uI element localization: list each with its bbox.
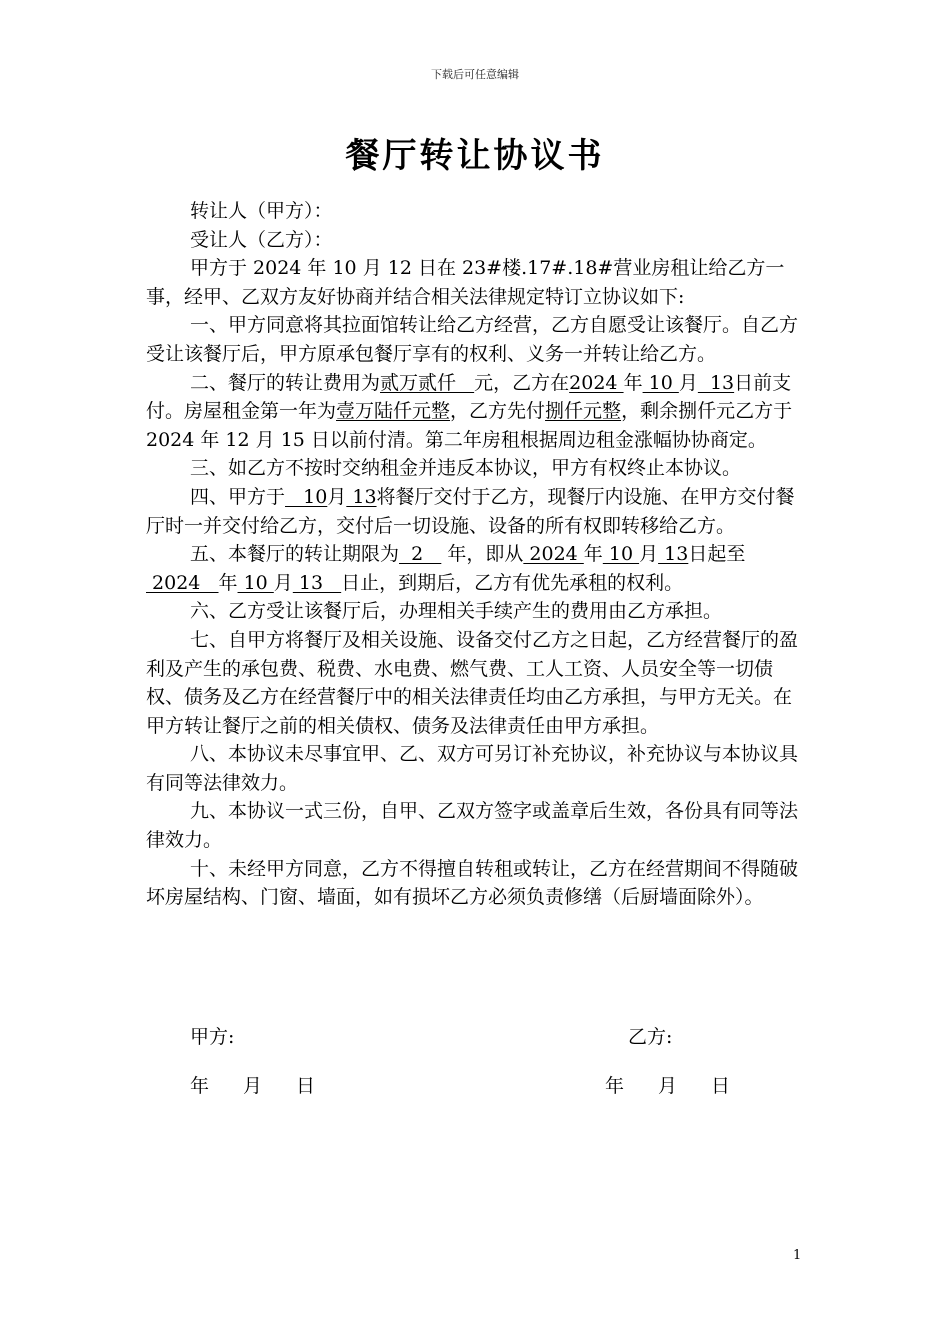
page-number: 1	[793, 1248, 802, 1263]
start-day: 13	[658, 543, 689, 566]
first-year-rent: 壹万陆仟元整	[336, 400, 451, 423]
page-header: 下载后可任意编辑	[431, 68, 519, 81]
party-a-year: 年	[190, 1075, 210, 1097]
agreement-body	[146, 197, 806, 912]
start-month: 10	[602, 543, 640, 566]
term-years: 2	[399, 543, 442, 566]
prepaid-amount: 捌仟元整	[545, 400, 622, 423]
party-b-day: 日	[711, 1075, 731, 1097]
clause-1: 一、甲方同意将其拉面馆转让给乙方经营，乙方自愿受让该餐厅。自乙方受让该餐厅后，甲方原承包餐厅享有的权利、义务一并转让给乙方。	[146, 314, 799, 365]
party-a-signature: 甲方:	[190, 1026, 235, 1048]
transfer-fee: 贰万贰仟	[380, 371, 475, 394]
transferee-line: 受让人（乙方）：	[190, 228, 333, 251]
clause-3: 三、如乙方不按时交纳租金并违反本协议，甲方有权终止本协议。	[190, 457, 742, 480]
party-a-day: 日	[296, 1075, 316, 1097]
party-b-signature: 乙方:	[628, 1026, 673, 1048]
clause-4: 四、甲方于 10月 13将餐厅交付于乙方，现餐厅内设施、在甲方交付餐厅时一并交付给乙方，交付后一切设施、设备的所有权即转移给乙方。	[146, 485, 795, 537]
end-year: 2024	[146, 571, 219, 594]
payment-year: 2024	[569, 371, 624, 394]
clause-8: 八、本协议未尽事宜甲、乙、双方可另订补充协议，补充协议与本协议具有同等法律效力。	[146, 743, 799, 794]
clause-9: 九、本协议一式三份，自甲、乙双方签字或盖章后生效，各份具有同等法律效力。	[146, 800, 799, 852]
clause-5: 五、本餐厅的转让期限为 2 年，即从 2024 年 10 月 13日起至 2024 年 10 月 13 日止，到期后，乙方有优先承租的权利。	[146, 543, 746, 594]
end-day: 13	[292, 571, 342, 594]
party-b-date	[605, 1071, 730, 1098]
transferor-line: 转让人（甲方）：	[190, 200, 333, 222]
end-month: 10	[237, 571, 274, 594]
clause-6: 六、乙方受让该餐厅后，办理相关手续产生的费用由乙方承担。	[190, 600, 723, 623]
handover-day: 13	[346, 485, 377, 508]
party-b-year: 年	[605, 1075, 625, 1097]
party-a-date	[190, 1071, 315, 1098]
party-b-month: 月	[658, 1075, 678, 1097]
handover-month: 10	[285, 485, 328, 508]
intro-paragraph: 甲方于 2024 年 10 月 12 日在 23#楼.17#.18#营业房租让给乙方一事，经甲、乙双方友好协商并结合相关法律规定特订立协议如下:	[146, 257, 785, 308]
start-year: 2024	[523, 543, 584, 566]
payment-month: 10	[642, 371, 679, 394]
party-a-month: 月	[243, 1075, 263, 1097]
document-title: 餐厅转让协议书	[345, 136, 605, 176]
clause-10: 十、未经甲方同意，乙方不得擅自转租或转让，乙方在经营期间不得随破坏房屋结构、门窗、墙面，如有损坏乙方必须负责修缮（后厨墙面除外）。	[146, 857, 799, 909]
clause-2: 二、餐厅的转让费用为贰万贰仟 元，乙方在2024 年 10 月 13日前支付。房屋租金第一年为壹万陆仟元整，乙方先付捌仟元整，剩余捌仟元乙方于 2024 年 12 月 15 日以前付清。第二年房租根据周边租金涨幅协协商定。	[146, 371, 793, 451]
clause-7: 七、自甲方将餐厅及相关设施、设备交付乙方之日起，乙方经营餐厅的盈利及产生的承包费、税费、水电费、燃气费、工人工资、人员安全等一切债权、债务及乙方在经营餐厅中的相关法律责任均由乙方承担，与甲方无关。在甲方转让餐厅之前的相关债权、债务及法律责任由甲方承担。	[146, 628, 799, 737]
payment-day: 13	[697, 371, 735, 394]
